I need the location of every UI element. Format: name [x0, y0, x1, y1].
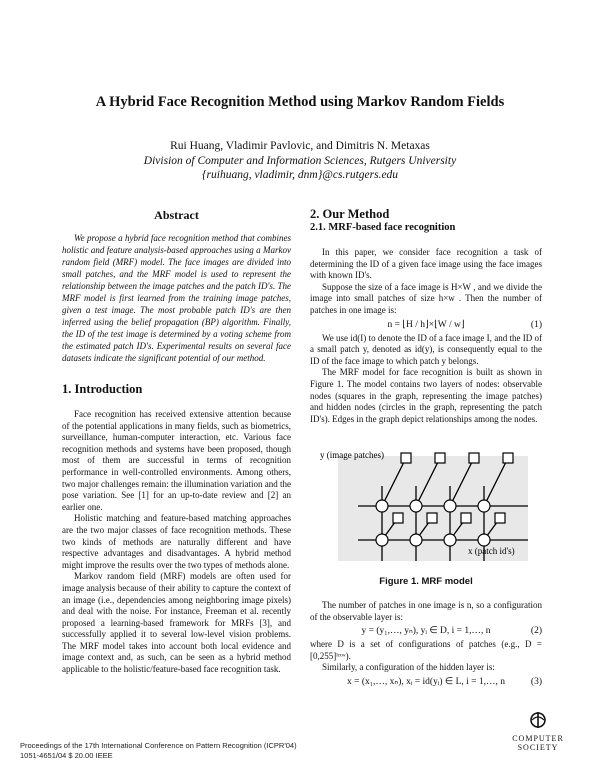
- method-paragraph-5: The number of patches in one image is n, so a configuration of the observable layer is:: [310, 600, 542, 622]
- equation-1: [310, 319, 542, 331]
- method-continued: [310, 600, 542, 690]
- figure-caption: Figure 1. MRF model: [379, 576, 473, 587]
- logo-line-1: COMPUTER: [512, 734, 564, 743]
- footer-line-2: 1051-4651/04 $ 20.00 IEEE: [20, 751, 113, 760]
- method-paragraph-3: We use id(I) to denote the ID of a face image I, and the ID of a small patch y, denoted as id(y), is consequently equal to the ID of the face image to which patch y belongs.: [310, 332, 542, 366]
- equation-1-number: (1): [530, 319, 542, 330]
- authors: Rui Huang, Vladimir Pavlovic, and Dimitris N. Metaxas: [170, 140, 430, 152]
- method-paragraph-4: The MRF model for face recognition is built as shown in Figure 1. The model contains two layers of nodes: observable nodes (squares in the graph, representing the image patches) and hidden nodes (circles in the graph, representing the patch ID's). Edges in the graph depict relationships among the nodes.: [310, 367, 542, 424]
- intro-section: [62, 382, 291, 676]
- equation-3-body: x = (x₁,…, xₙ), xᵢ = id(yᵢ) ∈ L, i = 1,…, n: [346, 676, 506, 687]
- footer: [20, 741, 297, 761]
- equation-2-body: y = (y₁,…, yₙ), yᵢ ∈ D, i = 1,…, n: [361, 626, 491, 637]
- equation-2-number: (2): [530, 626, 542, 637]
- abstract-text: We propose a hybrid face recognition method that combines holistic and feature analysis-based approaches using a Markov random field (MRF) model. The face images are divided into small patches, and the MRF model is used to represent the relationship between the image patches and the patch ID's. The MRF model is first learned from the training image patches, given a test image. The most probable patch ID's are then inferred using the belief propagation (BP) algorithm. Finally, the ID of the test image is determined by a voting scheme from the estimated patch ID's. Experimental results on several face datasets indicate the significant potential of our method.: [62, 233, 291, 363]
- intro-heading: 1. Introduction: [62, 382, 143, 396]
- method-paragraph-6: where D is a set of configurations of patches (e.g., D = [0,255]ʰˣʷ).: [310, 639, 542, 661]
- equation-1-body: n = ⌊H / h⌋×⌊W / w⌋: [387, 319, 465, 330]
- paper-title: A Hybrid Face Recognition Method using Markov Random Fields: [95, 94, 505, 110]
- intro-paragraph-2: Holistic matching and feature-based matching approaches are the two major classes of face recognition methods. These two kinds of methods are naturally different and have respective advantages and disadvantages. A hybrid method might improve the results over the two types of methods alone.: [62, 513, 291, 570]
- email: {ruihuang, vladimir, dnm}@cs.rutgers.edu: [201, 169, 399, 181]
- intro-paragraph-1: Face recognition has received extensive attention because of the potential applications in many fields, such as biometrics, surveillance, human-computer interaction, etc. Various face recognition methods and systems have been proposed, though most of them are successful in terms of recognition performance in well-controlled environments. Among others, two major challenges remain: the illumination variation and the pose variation. See [1] for an up-to-date review and [2] an earlier one.: [62, 409, 291, 512]
- method-subheading: 2.1. MRF-based face recognition: [310, 222, 456, 233]
- logo-line-2: SOCIETY: [517, 743, 559, 752]
- method-paragraph-2: Suppose the size of a face image is H×W , and we divide the image into small patches of size h×w . Then the number of patches in one image is:: [310, 281, 542, 315]
- computer-society-logo: [508, 711, 568, 752]
- equation-3-number: (3): [530, 676, 542, 687]
- equation-3: [310, 676, 542, 688]
- affiliation: Division of Computer and Information Sciences, Rutgers University: [143, 155, 457, 167]
- figure-label-x: x (patch id's): [468, 546, 515, 556]
- mrf-model-figure: [318, 446, 544, 572]
- logo-icon: [528, 711, 548, 729]
- method-section: [310, 207, 542, 425]
- intro-paragraph-3: Markov random field (MRF) models are often used for image analysis because of their ability to capture the context of an image (i.e., dependencies among neighboring image pixels) and deal with the noise. For instance, Freeman et al. recently proposed a learning-based framework for MRFs [3], and successfully applied it to several low-level vision problems. The MRF model takes into account both local evidence and image context and, as such, can be seen as a hybrid method applicable to the holistic/feature-based face recognition task.: [62, 571, 291, 675]
- equation-2: [310, 625, 542, 637]
- figure-label-y: y (image patches): [320, 450, 384, 460]
- footer-line-1: Proceedings of the 17th International Conference on Pattern Recognition (ICPR'04): [20, 741, 297, 750]
- method-heading: 2. Our Method: [310, 207, 390, 221]
- abstract-heading: Abstract: [154, 208, 199, 222]
- method-paragraph-1: In this paper, we consider face recognition a task of determining the ID of a given face image using the face images with known ID's.: [310, 247, 542, 281]
- method-paragraph-7: Similarly, a configuration of the hidden layer is:: [322, 662, 495, 673]
